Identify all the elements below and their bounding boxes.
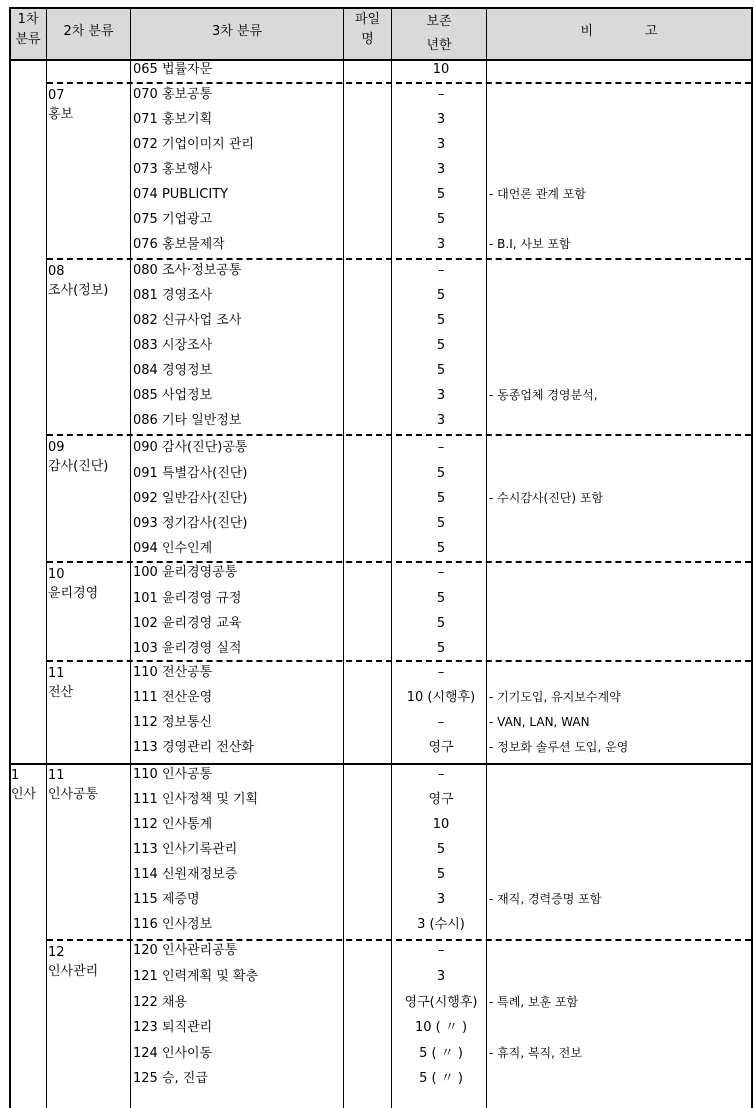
retention-years: 3 (수시)	[417, 917, 465, 932]
category-name: 121 인력계획 및 확충	[133, 969, 259, 984]
grid-vline	[751, 8, 753, 1108]
table-row	[131, 862, 751, 887]
table-row	[131, 938, 751, 963]
table-row	[131, 461, 751, 486]
retention-years: 10 (시행후)	[406, 690, 476, 705]
table-row	[131, 762, 751, 787]
category-name: 103 윤리경영 실적	[133, 641, 242, 656]
retention-years: 5	[436, 187, 446, 202]
retention-years: 3	[436, 137, 446, 152]
category-name: 113 인사기록관리	[133, 842, 238, 857]
table-row	[131, 912, 751, 937]
category-name: 122 채용	[133, 995, 188, 1010]
category-name: 094 인수인계	[133, 541, 213, 556]
table-row	[131, 333, 751, 358]
retention-years: 10	[432, 817, 450, 832]
category-name: 084 경영정보	[133, 363, 213, 378]
retention-years: 3	[436, 969, 446, 984]
group-label: 11 전산	[48, 666, 74, 700]
group-label: 09 감사(진단)	[48, 440, 109, 474]
table-row	[131, 207, 751, 232]
category-name: 112 정보통신	[133, 715, 213, 730]
category-name: 120 인사관리공통	[133, 943, 238, 958]
retention-years: –	[437, 943, 445, 958]
group-label: 12 인사관리	[48, 945, 99, 979]
category-name: 113 경영관리 전산화	[133, 740, 254, 755]
table-row	[131, 383, 751, 408]
table-row	[131, 837, 751, 862]
category-name: 101 윤리경영 규정	[133, 591, 242, 606]
table-row	[131, 560, 751, 585]
category-name: 110 전산공통	[133, 665, 213, 680]
retention-years: 영구	[428, 792, 454, 807]
header-level3: 3차 분류	[211, 24, 263, 39]
category-name: 074 PUBLICITY	[133, 187, 229, 202]
category-name: 090 감사(진단)공통	[133, 440, 248, 455]
section-label: 1 인사	[11, 768, 37, 802]
table-row	[131, 511, 751, 536]
retention-years: –	[437, 263, 445, 278]
retention-years: 5	[436, 641, 446, 656]
retention-years: 5	[436, 842, 446, 857]
table-row	[131, 611, 751, 636]
category-name: 110 인사공통	[133, 767, 213, 782]
table-row	[131, 887, 751, 912]
table-row	[131, 232, 751, 257]
retention-years: 5	[436, 313, 446, 328]
category-name: 111 인사정책 및 기획	[133, 792, 259, 807]
category-name: 081 경영조사	[133, 288, 213, 303]
header-file: 파일 명	[354, 12, 381, 47]
group-label: 10 윤리경영	[48, 567, 99, 601]
row-note: - 정보화 솔루션 도입, 운영	[489, 740, 629, 754]
category-name: 086 기타 일반정보	[133, 413, 242, 428]
retention-years: –	[437, 440, 445, 455]
table-row	[131, 82, 751, 107]
retention-years: 5	[436, 338, 446, 353]
category-name: 082 신규사업 조사	[133, 313, 242, 328]
retention-years: 3	[436, 112, 446, 127]
table-row	[131, 812, 751, 837]
retention-years: 5	[436, 867, 446, 882]
group-label: 07 홍보	[48, 88, 74, 122]
retention-years: 5	[436, 491, 446, 506]
row-note: - VAN, LAN, WAN	[489, 715, 590, 729]
row-note: - 재직, 경력증명 포함	[489, 892, 602, 906]
retention-years: –	[437, 715, 445, 730]
retention-years: 5	[436, 212, 446, 227]
header-level1: 1차 분류	[15, 12, 41, 47]
group-label: 11 인사공통	[48, 768, 99, 802]
table-row	[131, 660, 751, 685]
category-name: 125 승, 진급	[133, 1071, 208, 1086]
group-label: 08 조사(정보)	[48, 264, 109, 298]
header-retention: 보존 년한	[426, 14, 452, 53]
table-row	[131, 408, 751, 433]
category-name: 072 기업이미지 관리	[133, 137, 254, 152]
table-row	[131, 586, 751, 611]
table-row	[131, 1015, 751, 1040]
table-row	[131, 964, 751, 989]
row-note: - 수시감사(진단) 포함	[489, 491, 604, 505]
retention-years: 3	[436, 892, 446, 907]
table-row	[131, 735, 751, 760]
retention-years: –	[437, 87, 445, 102]
retention-years: 10 ( 〃 )	[414, 1020, 468, 1035]
category-name: 116 인사정보	[133, 917, 213, 932]
grid-top-border	[9, 7, 753, 9]
row-note: - 특례, 보훈 포함	[489, 995, 579, 1009]
retention-years: –	[437, 665, 445, 680]
retention-years: 5	[436, 591, 446, 606]
row-note: - 휴직, 복직, 전보	[489, 1046, 582, 1060]
row-note: - 대언론 관계 포함	[489, 187, 586, 201]
retention-years: –	[437, 767, 445, 782]
table-row	[131, 308, 751, 333]
retention-years: 영구	[428, 740, 454, 755]
retention-years: 5	[436, 288, 446, 303]
retention-years: 3	[436, 413, 446, 428]
row-note: - B.I, 사보 포함	[489, 237, 571, 251]
retention-years: 5	[436, 516, 446, 531]
category-name: 111 전산운영	[133, 690, 213, 705]
row-note: - 동종업체 경영분석,	[489, 388, 598, 402]
table-row	[131, 990, 751, 1015]
table-row	[131, 486, 751, 511]
retention-years: 영구(시행후)	[404, 995, 478, 1010]
table-row	[131, 107, 751, 132]
header-level2: 2차 분류	[63, 24, 114, 39]
table-row	[131, 157, 751, 182]
category-name: 124 인사이동	[133, 1046, 213, 1061]
category-name: 070 홍보공통	[133, 87, 213, 102]
grid-vline	[46, 8, 47, 1108]
table-row	[131, 283, 751, 308]
category-name: 071 홍보기획	[133, 112, 213, 127]
retention-years: 5	[436, 466, 446, 481]
category-name: 123 퇴직관리	[133, 1020, 213, 1035]
table-row	[131, 182, 751, 207]
table-row	[131, 536, 751, 561]
retention-years: 5 ( 〃 )	[419, 1046, 463, 1061]
retention-years: 5	[436, 363, 446, 378]
table-row	[131, 132, 751, 157]
table-row	[131, 1041, 751, 1066]
retention-years: 5	[436, 541, 446, 556]
table-row	[131, 358, 751, 383]
table-row	[131, 636, 751, 661]
retention-years: 5	[436, 616, 446, 631]
table-row	[131, 787, 751, 812]
category-name: 102 윤리경영 교육	[133, 616, 242, 631]
retention-years: 3	[436, 237, 446, 252]
category-name: 076 홍보물제작	[133, 237, 225, 252]
category-name: 114 신원재정보증	[133, 867, 238, 882]
table-row	[131, 710, 751, 735]
category-name: 065 법률자문	[133, 62, 213, 77]
retention-years: 5 ( 〃 )	[419, 1071, 463, 1086]
category-name: 085 사업정보	[133, 388, 213, 403]
row-note: - 기기도입, 유지보수계약	[489, 690, 621, 704]
table-row	[131, 258, 751, 283]
category-name: 115 제증명	[133, 892, 200, 907]
category-name: 080 조사·정보공통	[133, 263, 242, 278]
category-name: 083 시장조사	[133, 338, 213, 353]
table-row	[131, 1066, 751, 1091]
table-row	[131, 685, 751, 710]
retention-years: –	[437, 565, 445, 580]
category-name: 112 인사통계	[133, 817, 213, 832]
retention-years: 10	[432, 62, 450, 77]
table-row	[131, 57, 751, 82]
category-name: 100 윤리경영공통	[133, 565, 238, 580]
header-note: 비 고	[580, 24, 658, 39]
retention-years: 3	[436, 162, 446, 177]
category-name: 073 홍보행사	[133, 162, 213, 177]
retention-years: 3	[436, 388, 446, 403]
category-name: 075 기업광고	[133, 212, 213, 227]
grid-vline	[9, 8, 11, 1108]
category-name: 092 일반감사(진단)	[133, 491, 248, 506]
category-name: 093 정기감사(진단)	[133, 516, 248, 531]
category-name: 091 특별감사(진단)	[133, 466, 248, 481]
table-row	[131, 435, 751, 460]
